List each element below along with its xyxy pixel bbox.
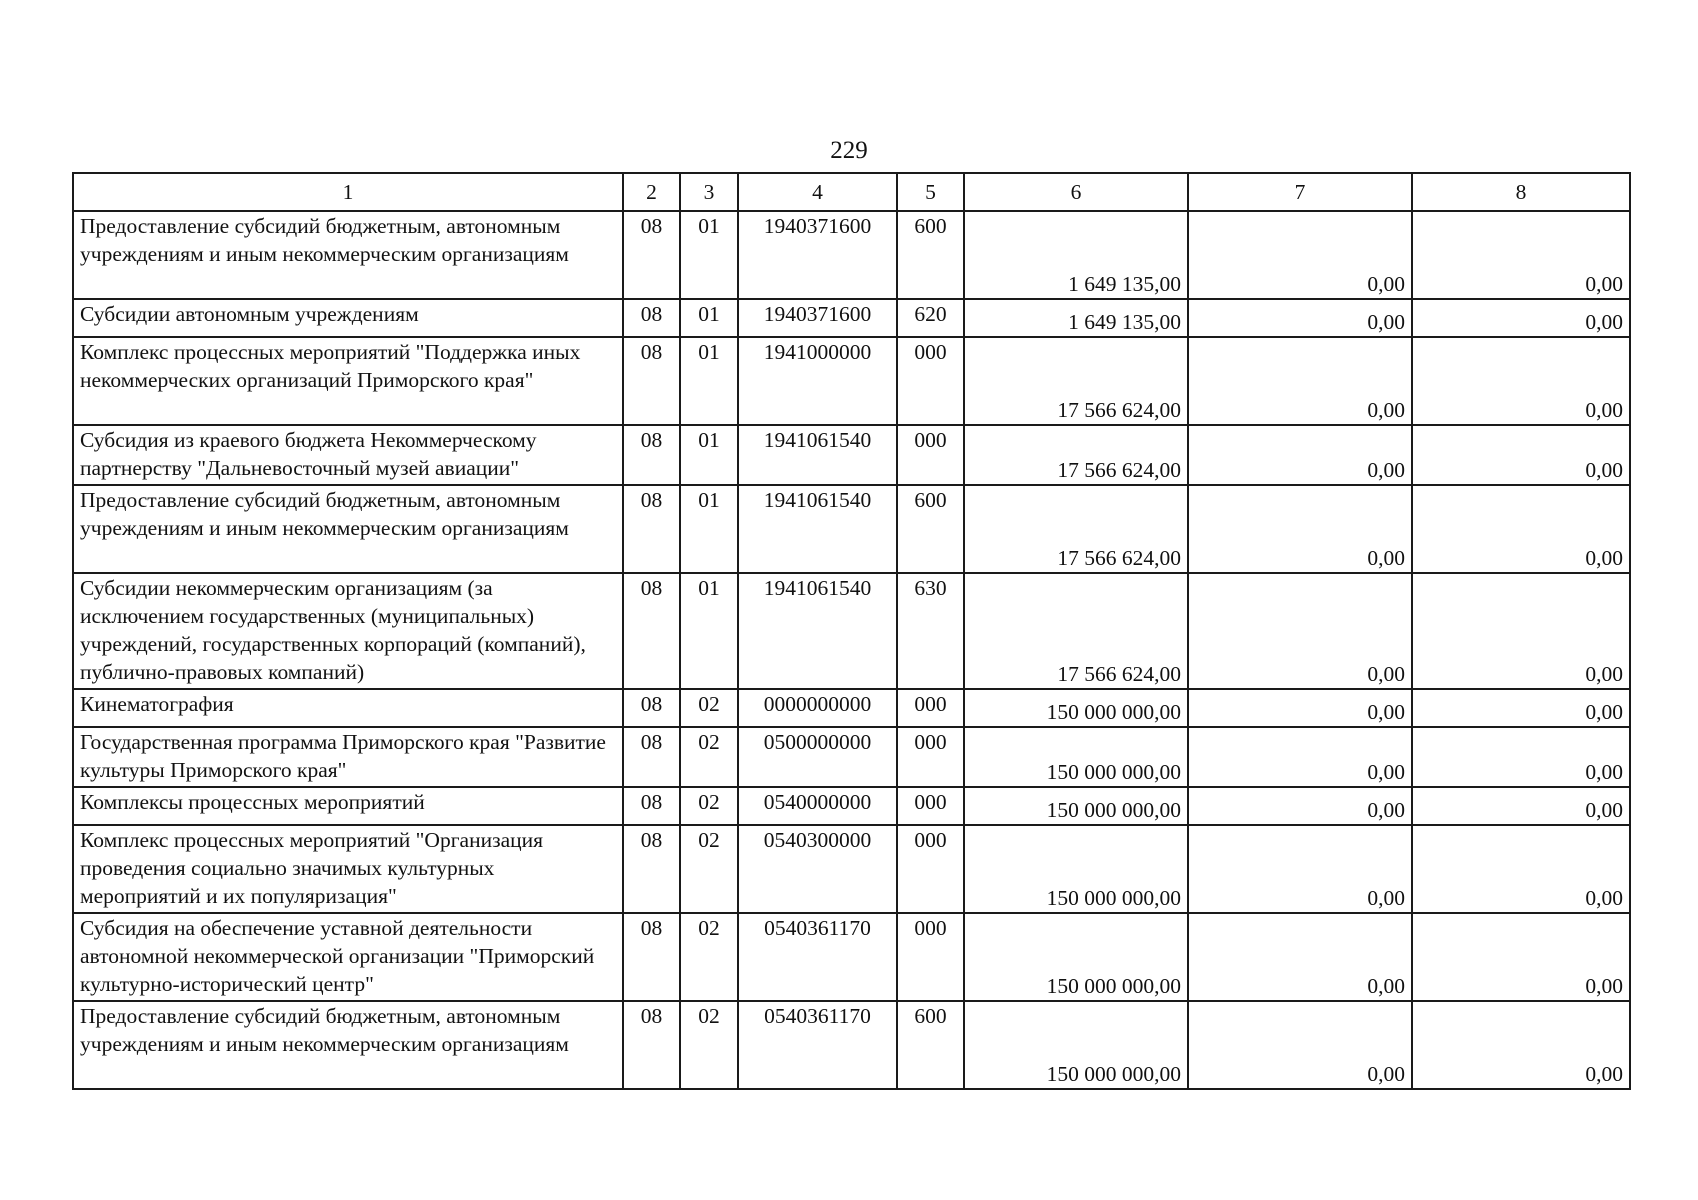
column-header: 3 xyxy=(680,173,738,211)
expense-type-code: 620 xyxy=(897,299,964,337)
amount-col6: 150 000 000,00 xyxy=(964,825,1188,913)
amount-col6: 17 566 624,00 xyxy=(964,485,1188,573)
section-code: 08 xyxy=(623,337,680,425)
amount-col6: 150 000 000,00 xyxy=(964,1001,1188,1089)
column-header: 8 xyxy=(1412,173,1630,211)
expense-type-code: 000 xyxy=(897,425,964,485)
row-name: Субсидия из краевого бюджета Некоммерческому партнерству "Дальневосточный музей авиации" xyxy=(73,425,623,485)
target-article-code: 0540361170 xyxy=(738,913,897,1001)
row-name: Субсидии некоммерческим организациям (за исключением государственных (муниципальных) учреждений, государственных корпораций (компаний), публично-правовых компаний) xyxy=(73,573,623,689)
amount-col7: 0,00 xyxy=(1188,425,1412,485)
subsection-code: 01 xyxy=(680,573,738,689)
section-code: 08 xyxy=(623,1001,680,1089)
row-name: Комплексы процессных мероприятий xyxy=(73,787,623,825)
section-code: 08 xyxy=(623,299,680,337)
amount-col6: 150 000 000,00 xyxy=(964,913,1188,1001)
target-article-code: 0540361170 xyxy=(738,1001,897,1089)
section-code: 08 xyxy=(623,211,680,299)
expense-type-code: 000 xyxy=(897,727,964,787)
table-row xyxy=(73,727,1630,787)
target-article-code: 1941061540 xyxy=(738,485,897,573)
expense-type-code: 000 xyxy=(897,787,964,825)
expense-type-code: 600 xyxy=(897,485,964,573)
expense-type-code: 000 xyxy=(897,825,964,913)
expense-type-code: 630 xyxy=(897,573,964,689)
amount-col8: 0,00 xyxy=(1412,913,1630,1001)
subsection-code: 01 xyxy=(680,485,738,573)
subsection-code: 02 xyxy=(680,689,738,727)
section-code: 08 xyxy=(623,485,680,573)
column-header: 6 xyxy=(964,173,1188,211)
amount-col8: 0,00 xyxy=(1412,485,1630,573)
section-code: 08 xyxy=(623,727,680,787)
amount-col8: 0,00 xyxy=(1412,787,1630,825)
row-name: Кинематография xyxy=(73,689,623,727)
amount-col7: 0,00 xyxy=(1188,913,1412,1001)
table-row xyxy=(73,211,1630,299)
subsection-code: 01 xyxy=(680,211,738,299)
amount-col7: 0,00 xyxy=(1188,337,1412,425)
amount-col7: 0,00 xyxy=(1188,689,1412,727)
subsection-code: 02 xyxy=(680,727,738,787)
target-article-code: 1941061540 xyxy=(738,573,897,689)
row-name: Предоставление субсидий бюджетным, автономным учреждениям и иным некоммерческим организациям xyxy=(73,211,623,299)
subsection-code: 02 xyxy=(680,787,738,825)
amount-col8: 0,00 xyxy=(1412,425,1630,485)
target-article-code: 1941000000 xyxy=(738,337,897,425)
budget-table xyxy=(72,172,1631,1090)
amount-col8: 0,00 xyxy=(1412,1001,1630,1089)
expense-type-code: 000 xyxy=(897,913,964,1001)
target-article-code: 0500000000 xyxy=(738,727,897,787)
amount-col8: 0,00 xyxy=(1412,689,1630,727)
section-code: 08 xyxy=(623,573,680,689)
amount-col7: 0,00 xyxy=(1188,787,1412,825)
target-article-code: 1940371600 xyxy=(738,299,897,337)
expense-type-code: 000 xyxy=(897,689,964,727)
amount-col6: 17 566 624,00 xyxy=(964,337,1188,425)
table-row xyxy=(73,913,1630,1001)
amount-col6: 1 649 135,00 xyxy=(964,211,1188,299)
table-row xyxy=(73,573,1630,689)
subsection-code: 01 xyxy=(680,425,738,485)
table-row xyxy=(73,689,1630,727)
subsection-code: 02 xyxy=(680,913,738,1001)
table-row xyxy=(73,825,1630,913)
column-header: 2 xyxy=(623,173,680,211)
column-header: 1 xyxy=(73,173,623,211)
amount-col6: 150 000 000,00 xyxy=(964,689,1188,727)
amount-col8: 0,00 xyxy=(1412,825,1630,913)
section-code: 08 xyxy=(623,425,680,485)
header-row xyxy=(73,173,1630,211)
row-name: Субсидия на обеспечение уставной деятельности автономной некоммерческой организации "Приморский культурно-исторический центр" xyxy=(73,913,623,1001)
table-row xyxy=(73,485,1630,573)
amount-col8: 0,00 xyxy=(1412,299,1630,337)
target-article-code: 0000000000 xyxy=(738,689,897,727)
row-name: Комплекс процессных мероприятий "Организация проведения социально значимых культурных мероприятий и их популяризация" xyxy=(73,825,623,913)
row-name: Предоставление субсидий бюджетным, автономным учреждениям и иным некоммерческим организациям xyxy=(73,485,623,573)
row-name: Комплекс процессных мероприятий "Поддержка иных некоммерческих организаций Приморского края" xyxy=(73,337,623,425)
amount-col6: 17 566 624,00 xyxy=(964,573,1188,689)
amount-col8: 0,00 xyxy=(1412,727,1630,787)
row-name: Предоставление субсидий бюджетным, автономным учреждениям и иным некоммерческим организациям xyxy=(73,1001,623,1089)
amount-col6: 150 000 000,00 xyxy=(964,727,1188,787)
target-article-code: 1940371600 xyxy=(738,211,897,299)
expense-type-code: 600 xyxy=(897,211,964,299)
table-row xyxy=(73,299,1630,337)
target-article-code: 1941061540 xyxy=(738,425,897,485)
subsection-code: 02 xyxy=(680,1001,738,1089)
amount-col7: 0,00 xyxy=(1188,727,1412,787)
page-number: 229 xyxy=(830,137,868,164)
subsection-code: 01 xyxy=(680,337,738,425)
amount-col7: 0,00 xyxy=(1188,211,1412,299)
column-header: 7 xyxy=(1188,173,1412,211)
amount-col7: 0,00 xyxy=(1188,1001,1412,1089)
table-row xyxy=(73,1001,1630,1089)
table-row xyxy=(73,337,1630,425)
expense-type-code: 000 xyxy=(897,337,964,425)
amount-col6: 17 566 624,00 xyxy=(964,425,1188,485)
amount-col7: 0,00 xyxy=(1188,573,1412,689)
amount-col7: 0,00 xyxy=(1188,825,1412,913)
section-code: 08 xyxy=(623,689,680,727)
amount-col7: 0,00 xyxy=(1188,485,1412,573)
subsection-code: 01 xyxy=(680,299,738,337)
subsection-code: 02 xyxy=(680,825,738,913)
amount-col7: 0,00 xyxy=(1188,299,1412,337)
amount-col8: 0,00 xyxy=(1412,573,1630,689)
table-row xyxy=(73,425,1630,485)
amount-col6: 150 000 000,00 xyxy=(964,787,1188,825)
target-article-code: 0540000000 xyxy=(738,787,897,825)
column-header: 5 xyxy=(897,173,964,211)
amount-col6: 1 649 135,00 xyxy=(964,299,1188,337)
section-code: 08 xyxy=(623,787,680,825)
row-name: Субсидии автономным учреждениям xyxy=(73,299,623,337)
section-code: 08 xyxy=(623,825,680,913)
expense-type-code: 600 xyxy=(897,1001,964,1089)
amount-col8: 0,00 xyxy=(1412,337,1630,425)
table-row xyxy=(73,787,1630,825)
section-code: 08 xyxy=(623,913,680,1001)
amount-col8: 0,00 xyxy=(1412,211,1630,299)
target-article-code: 0540300000 xyxy=(738,825,897,913)
row-name: Государственная программа Приморского края "Развитие культуры Приморского края" xyxy=(73,727,623,787)
column-header: 4 xyxy=(738,173,897,211)
